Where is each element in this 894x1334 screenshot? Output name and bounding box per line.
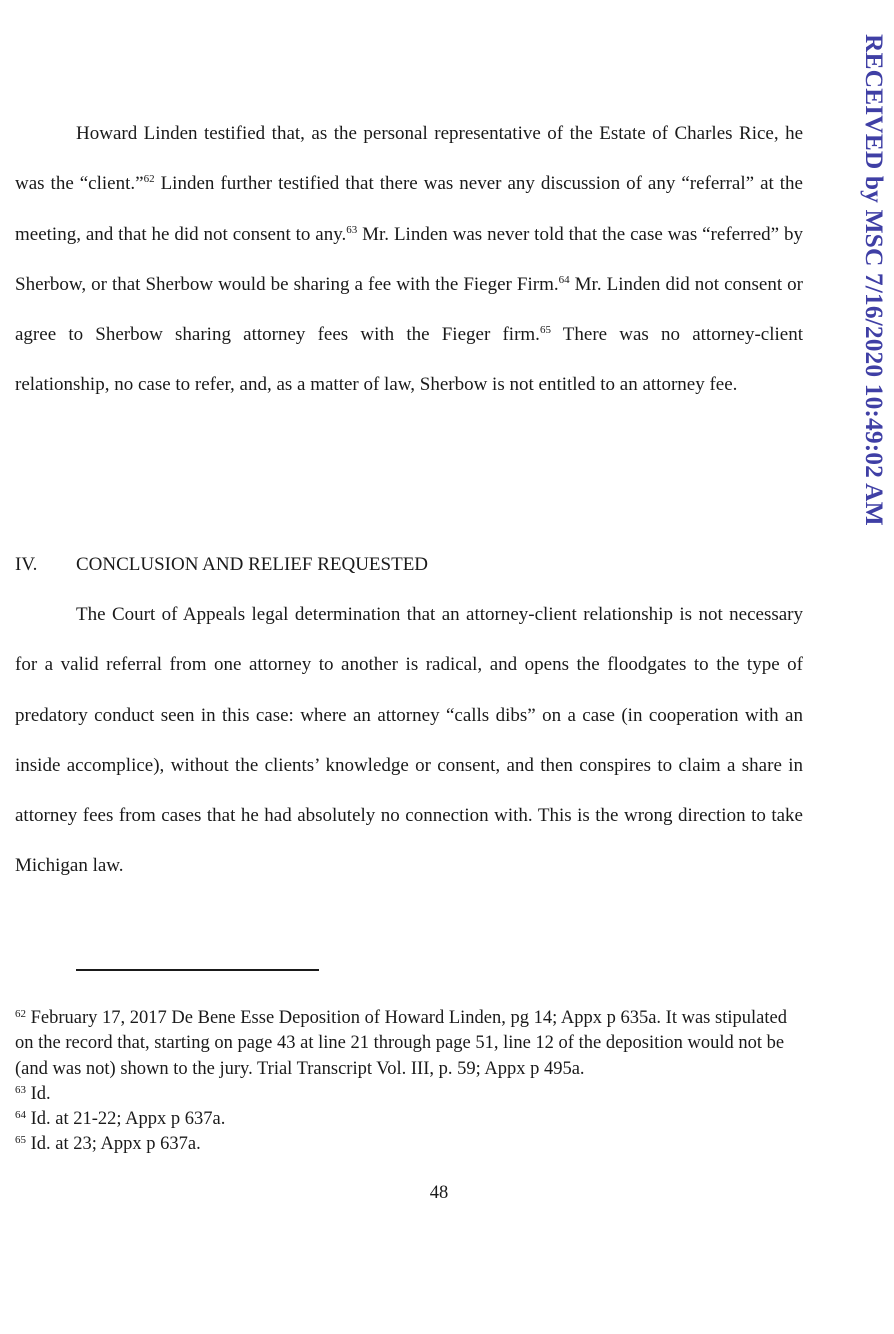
body-paragraph-conclusion: [15, 590, 803, 892]
footnote-number: 64: [15, 1109, 26, 1122]
footnote-number: 65: [15, 1134, 26, 1147]
footnote-text: Id. at 21-22; Appx p 637a.: [26, 1109, 226, 1130]
footnote-number: 63: [15, 1083, 26, 1096]
footnote-ref-63[interactable]: 63: [346, 223, 358, 236]
sentence-no-referral: Linden further testified that there was never any discussion of any “referral” at the meeting, and that he did not consent to any.: [15, 173, 803, 245]
footnote-62: [15, 1006, 805, 1082]
sentence-never-told: Mr. Linden was never told that the case was “referred” by Sherbow, or that Sherbow would be sharing a fee with the Fieger Firm.: [15, 223, 803, 295]
footnote-text: Id.: [26, 1083, 51, 1104]
footnote-65: [15, 1132, 805, 1157]
sentence-conclusion: There was no attorney-client relationship, no case to refer, and, as a matter of law, Sherbow is not entitled to an attorney fee.: [15, 324, 803, 396]
section-heading: [15, 553, 428, 577]
footnote-separator: [76, 969, 319, 971]
section-title: CONCLUSION AND RELIEF REQUESTED: [76, 554, 429, 575]
section-number: IV.: [15, 554, 38, 575]
footnote-64: [15, 1107, 805, 1132]
received-stamp: RECEIVED by MSC 7/16/2020 10:49:02 AM: [860, 34, 889, 526]
footnote-text: Id. at 23; Appx p 637a.: [26, 1134, 201, 1155]
conclusion-text: The Court of Appeals legal determination that an attorney-client relationship is not necessary for a valid referral from one attorney to another is radical, and opens the floodgates to the type of predatory conduct seen in this case: where an attorney “calls dibs” on a case (in cooperation with an inside accomplice), without the clients’ knowledge or consent, and then conspires to claim a share in attorney fees from cases that he had absolutely no connection with. This is the wrong direction to take Michigan law.: [15, 604, 803, 877]
footnote-text: February 17, 2017 De Bene Esse Deposition of Howard Linden, pg 14; Appx p 635a. It was stipulated on the record that, starting on page 43 at line 21 through page 51, line 12 of the deposition would not be (and was not) shown to the jury. Trial Transcript Vol. III, p. 59; Appx p 495a.: [15, 1008, 787, 1079]
body-paragraph-linden-testimony: [15, 109, 803, 411]
footnote-ref-62[interactable]: 62: [143, 173, 155, 186]
sentence-client: Howard Linden testified that, as the personal representative of the Estate of Charles Rice, he was the “client.”: [15, 123, 803, 195]
page-number: 48: [429, 1183, 449, 1203]
footnotes: [15, 1006, 805, 1158]
footnote-63: [15, 1082, 805, 1107]
footnote-ref-65[interactable]: 65: [539, 324, 551, 337]
footnote-ref-64[interactable]: 64: [558, 273, 570, 286]
footnote-number: 62: [15, 1008, 26, 1020]
sentence-no-consent: Mr. Linden did not consent or agree to Sherbow sharing attorney fees with the Fieger firm.: [15, 273, 803, 346]
